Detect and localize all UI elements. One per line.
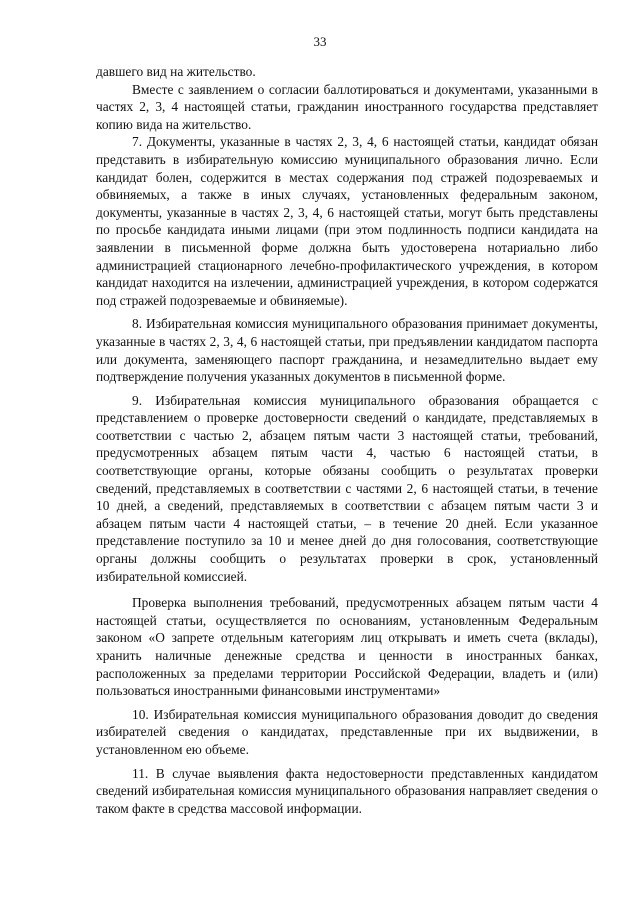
document-body: [96, 63, 598, 817]
paragraph-7: 7. Документы, указанные в частях 2, 3, 4, 6 настоящей статьи, кандидат обязан представить в избирательную комиссию муниципального образования лично. Если кандидат болен, содержится в местах содержания под стражей подозреваемых и обвиняемых, а также в иных случаях, установленных федеральным законом, документы, указанные в частях 2, 3, 4, 6 настоящей статьи, могут быть представлены по просьбе кандидата иными лицами (при этом подлинность подписи кандидата на заявлении в письменной форме должна быть удостоверена нотариально либо администрацией стационарного лечебно-профилактического учреждения, в котором кандидат находится на излечении, администрацией учреждения, в котором содержатся под стражей подозреваемые и обвиняемые).: [96, 134, 598, 308]
paragraph-residence-permit: Вместе с заявлением о согласии баллотироваться и документами, указанными в частях 2, 3, 4 настоящей статьи, гражданин иностранного государства представляет копию вида на жительство.: [96, 81, 598, 132]
paragraph-9: 9. Избирательная комиссия муниципального образования обращается с представлением о проверке достоверности сведений о кандидате, представляемых в соответствии с частью 2, абзацем пятым части 3 настоящей статьи, требований, предусмотренных абзацем пятым части 4, частью 6 настоящей статьи, в соответствующие органы, которые обязаны сообщить о результатах проверки сведений, представляемых в соответствии с частями 2, 6 настоящей статьи, в течение 10 дней, а сведений, представляемых в соответствии с абзацем пятым части 3 и абзацем пятым части 4 настоящей статьи, – в течение 20 дней. Если указанное представление поступило за 10 и менее дней до дня голосования, соответствующие органы должны сообщить о результатах проверки в срок, установленный избирательной комиссией.: [96, 392, 598, 584]
paragraph-8: 8. Избирательная комиссия муниципального образования принимает документы, указанные в частях 2, 3, 4, 6 настоящей статьи, при предъявлении кандидатом паспорта или документа, заменяющего паспорт гражданина, и незамедлительно выдает ему подтверждение получения указанных документов в письменной форме.: [96, 316, 598, 385]
paragraph-10: 10. Избирательная комиссия муниципального образования доводит до сведения избирателей сведения о кандидатах, представленные при их выдвижении, в установленном ею объеме.: [96, 706, 598, 757]
paragraph-verification: Проверка выполнения требований, предусмотренных абзацем пятым части 4 настоящей статьи, осуществляется по основаниям, установленным Федеральным законом «О запрете отдельным категориям лиц открывать и иметь счета (вклады), хранить наличные денежные средства и ценности в иностранных банках, расположенных за пределами территории Российской Федерации, владеть и (или) пользоваться иностранными финансовыми инструментами»: [96, 595, 598, 699]
paragraph-11: 11. В случае выявления факта недостоверности представленных кандидатом сведений избирательная комиссия муниципального образования направляет сведения о таком факте в средства массовой информации.: [96, 765, 598, 816]
page-number: 33: [313, 34, 327, 49]
paragraph-continuation: давшего вид на жительство.: [96, 64, 256, 79]
